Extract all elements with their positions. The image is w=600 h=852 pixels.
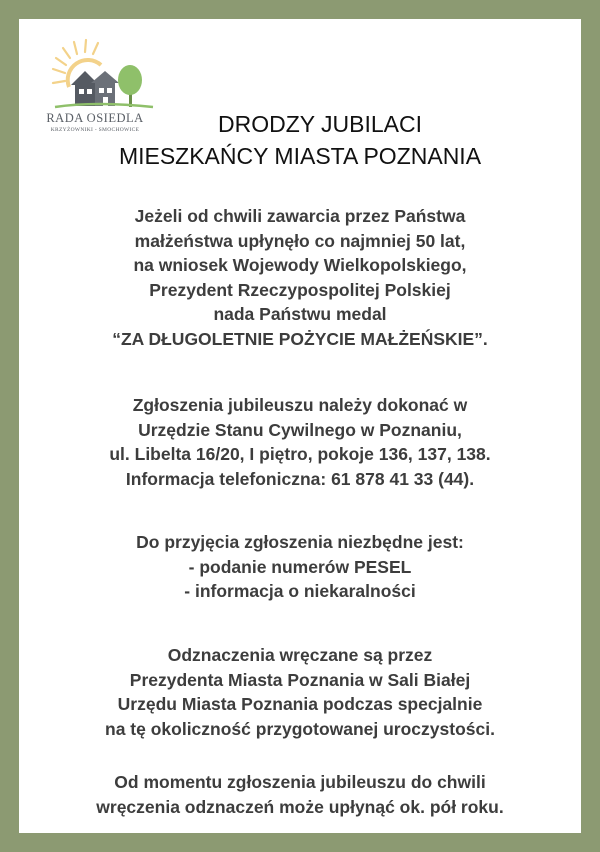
text-line: Informacja telefoniczna: 61 878 41 33 (44).: [125, 468, 475, 489]
text-line: małżeństwa upłynęło co najmniej 50 lat,: [134, 230, 466, 251]
text-line: wręczenia odznaczeń może upłynąć ok. pół roku.: [96, 796, 504, 817]
text-line: Do przyjęcia zgłoszenia niezbędne jest:: [136, 532, 464, 552]
text-line: nada Państwu medal: [213, 304, 387, 324]
text-line: - podanie numerów PESEL: [188, 556, 412, 577]
logo-subtitle: KRZYŻOWNIKI - SMOCHOWICE: [50, 127, 140, 133]
heading-line-1: DRODZY JUBILACI: [217, 111, 423, 137]
paragraph-timing: [19, 770, 581, 819]
text-line: Urzędzie Stanu Cywilnego w Poznaniu,: [138, 419, 462, 440]
house-sun-tree-icon: [35, 35, 155, 115]
notice-sheet: [19, 19, 581, 833]
text-line: Prezydenta Miasta Poznania w Sali Białej: [129, 669, 471, 690]
text-line: Odznaczenia wręczane są przez: [167, 645, 433, 665]
text-line: Prezydent Rzeczypospolitej Polskiej: [149, 279, 451, 300]
text-line: na tę okoliczność przygotowanej uroczystości.: [105, 718, 495, 739]
paragraph-application: [19, 393, 581, 491]
text-line: na wniosek Wojewody Wielkopolskiego,: [133, 255, 467, 275]
text-line: Jeżeli od chwili zawarcia przez Państwa: [134, 206, 466, 226]
text-line: Zgłoszenia jubileuszu należy dokonać w: [132, 395, 468, 415]
text-line: “ZA DŁUGOLETNIE POŻYCIE MAŁŻEŃSKIE”.: [112, 328, 488, 349]
paragraph-requirements: [19, 530, 581, 604]
paragraph-ceremony: [19, 643, 581, 741]
text-line: - informacja o niekaralności: [184, 581, 416, 601]
heading-line-2: MIESZKAŃCY MIASTA POZNANIA: [118, 143, 482, 169]
logo-title: RADA OSIEDLA: [46, 111, 144, 125]
text-line: Od momentu zgłoszenia jubileuszu do chwili: [114, 772, 486, 792]
text-line: ul. Libelta 16/20, I piętro, pokoje 136, 137, 138.: [109, 444, 491, 464]
text-line: Urzędu Miasta Poznania podczas specjalnie: [117, 694, 483, 714]
paragraph-medal: [19, 204, 581, 351]
